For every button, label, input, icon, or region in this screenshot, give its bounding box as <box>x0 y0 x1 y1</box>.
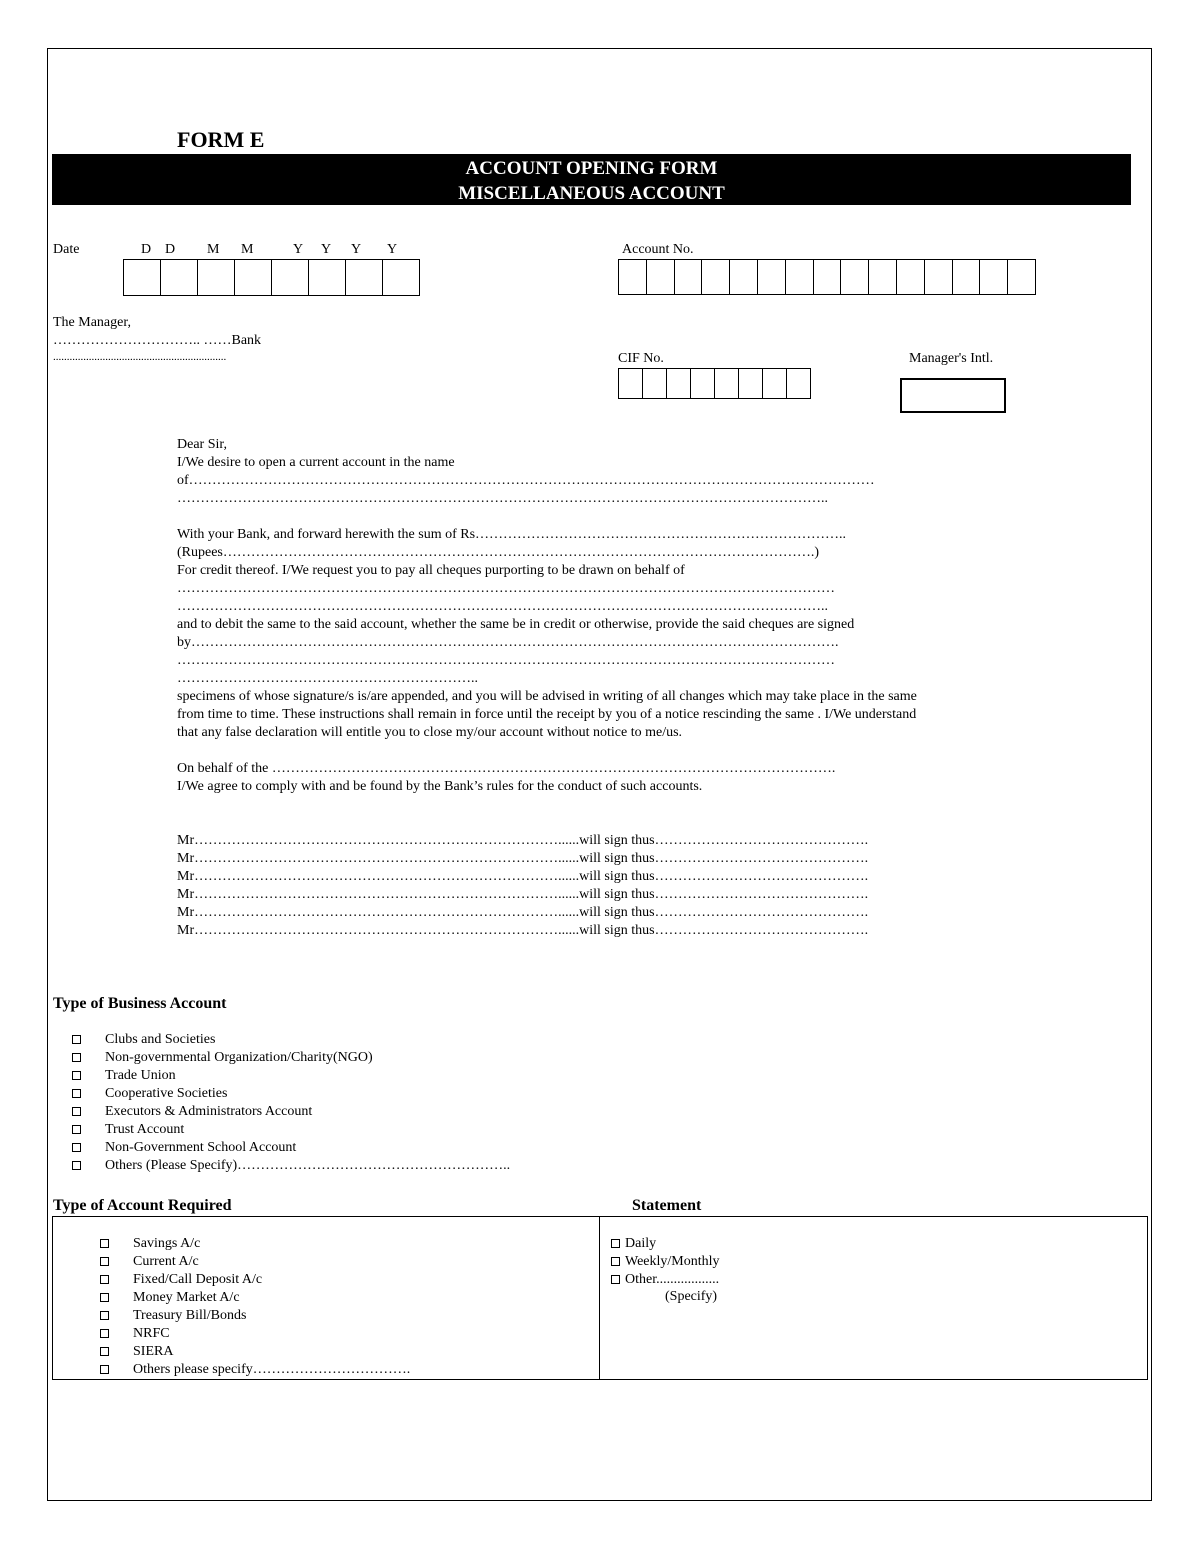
account-no-digit-box[interactable] <box>618 259 647 295</box>
account-no-digit-box[interactable] <box>952 259 981 295</box>
account-no-digit-box[interactable] <box>701 259 730 295</box>
cif-digit-box[interactable] <box>690 368 715 399</box>
business-account-option-label: Executors & Administrators Account <box>105 1104 313 1119</box>
letter-line: (Rupees……………………………………………………………………………………………………………….) <box>177 545 820 560</box>
checkbox-icon[interactable] <box>611 1239 620 1248</box>
account-required-option[interactable] <box>100 1289 410 1307</box>
business-account-option-label: Clubs and Societies <box>105 1032 216 1047</box>
date-digit-box[interactable] <box>123 259 161 296</box>
letter-line: With your Bank, and forward herewith the sum of Rs…………………………………………………………………….. <box>177 527 847 542</box>
signatory-list <box>177 832 868 940</box>
letter-line: by…………………………………………………………………………………………………………………………. <box>177 635 839 650</box>
account-no-digit-box[interactable] <box>979 259 1008 295</box>
checkbox-icon[interactable] <box>72 1161 81 1170</box>
account-no-digit-box[interactable] <box>896 259 925 295</box>
statement-option-label: Other.................. <box>625 1272 720 1287</box>
statement-specify-note: (Specify) <box>665 1289 718 1304</box>
cif-field[interactable] <box>618 368 811 399</box>
addressee-line-2: ………………………….. ……Bank <box>53 333 262 348</box>
cif-digit-box[interactable] <box>762 368 787 399</box>
checkbox-icon[interactable] <box>72 1125 81 1134</box>
cif-digit-box[interactable] <box>786 368 811 399</box>
statement-option[interactable] <box>611 1235 720 1253</box>
cif-digit-box[interactable] <box>618 368 643 399</box>
checkbox-icon[interactable] <box>100 1257 109 1266</box>
account-no-digit-box[interactable] <box>868 259 897 295</box>
letter-line: ………………………………………………………………………………………………………………………….. <box>177 599 828 614</box>
checkbox-icon[interactable] <box>100 1275 109 1284</box>
business-account-option[interactable] <box>72 1157 510 1175</box>
addressee-line-3: ............................................................... <box>53 351 227 363</box>
cif-label: CIF No. <box>618 351 664 366</box>
signatory-line: Mr……………………………………………………………………......will sign thus………………………………………. <box>177 869 869 884</box>
account-no-digit-box[interactable] <box>813 259 842 295</box>
checkbox-icon[interactable] <box>100 1311 109 1320</box>
checkbox-icon[interactable] <box>72 1035 81 1044</box>
business-account-option-label: Trust Account <box>105 1122 185 1137</box>
checkbox-icon[interactable] <box>72 1107 81 1116</box>
date-digit-box[interactable] <box>382 259 420 296</box>
checkbox-icon[interactable] <box>611 1275 620 1284</box>
business-account-option-label: Cooperative Societies <box>105 1086 228 1101</box>
date-digit-box[interactable] <box>197 259 235 296</box>
account-required-list <box>100 1235 410 1379</box>
signatory-line: Mr……………………………………………………………………......will sign thus………………………………………. <box>177 923 869 938</box>
letter-line: On behalf of the …………………………………………………………………………………………………………. <box>177 761 836 776</box>
account-no-digit-box[interactable] <box>646 259 675 295</box>
date-placeholder-letter: Y <box>351 242 362 257</box>
cif-digit-box[interactable] <box>714 368 739 399</box>
letter-line: ………………………………………………………………………………………………………………………….. <box>177 491 828 506</box>
statement-title: Statement <box>632 1197 702 1214</box>
checkbox-icon[interactable] <box>72 1071 81 1080</box>
account-no-digit-box[interactable] <box>785 259 814 295</box>
business-account-option[interactable] <box>72 1103 510 1121</box>
account-required-option[interactable] <box>100 1235 410 1253</box>
account-no-digit-box[interactable] <box>674 259 703 295</box>
date-field[interactable] <box>123 259 420 296</box>
account-required-option[interactable] <box>100 1271 410 1289</box>
account-required-option-label: Others please specify……………………………. <box>133 1362 411 1377</box>
statement-option-label: Weekly/Monthly <box>625 1254 720 1269</box>
date-placeholder-letter: Y <box>293 242 304 257</box>
account-required-title: Type of Account Required <box>53 1197 232 1214</box>
letter-line: I/We desire to open a current account in the name <box>177 455 455 470</box>
business-account-option[interactable] <box>72 1085 510 1103</box>
letter-line: of………………………………………………………………………………………………………………………………… <box>177 473 875 488</box>
checkbox-icon[interactable] <box>611 1257 620 1266</box>
checkbox-icon[interactable] <box>100 1365 109 1374</box>
letter-line: …………………………………………………………………………………………………………………………… <box>177 653 835 668</box>
business-account-list <box>72 1031 510 1175</box>
account-required-option-label: Treasury Bill/Bonds <box>133 1308 247 1323</box>
managers-intl-field[interactable] <box>900 378 1006 413</box>
account-required-option[interactable] <box>100 1307 410 1325</box>
letter-line: that any false declaration will entitle you to close my/our account without notice to me/us. <box>177 725 683 740</box>
business-account-option-label: Others (Please Specify)………………………………………………….. <box>105 1158 511 1173</box>
signatory-line: Mr……………………………………………………………………......will sign thus………………………………………. <box>177 833 869 848</box>
account-no-field[interactable] <box>618 259 1036 295</box>
date-placeholder-letter: M <box>207 242 220 257</box>
date-placeholder-letter: Y <box>387 242 398 257</box>
letter-line: …………………………………………………………………………………………………………………………… <box>177 581 835 596</box>
checkbox-icon[interactable] <box>100 1239 109 1248</box>
statement-list <box>611 1235 720 1289</box>
business-account-option[interactable] <box>72 1031 510 1049</box>
letter-line: For credit thereof. I/We request you to pay all cheques purporting to be drawn on behalf of <box>177 563 685 578</box>
account-required-option[interactable] <box>100 1343 410 1361</box>
account-no-digit-box[interactable] <box>757 259 786 295</box>
checkbox-icon[interactable] <box>72 1143 81 1152</box>
date-placeholder-letter: D <box>165 242 176 257</box>
checkbox-icon[interactable] <box>72 1053 81 1062</box>
addressee-line-1: The Manager, <box>53 315 131 330</box>
table-divider <box>599 1216 600 1380</box>
account-no-digit-box[interactable] <box>729 259 758 295</box>
account-required-option[interactable] <box>100 1361 410 1379</box>
title-line-1: ACCOUNT OPENING FORM <box>465 158 718 179</box>
date-digit-box[interactable] <box>271 259 309 296</box>
letter-line: from time to time. These instructions shall remain in force until the receipt by you of a notice rescinding the same . I/We understand <box>177 707 917 722</box>
date-placeholder-letter: M <box>241 242 254 257</box>
account-required-option-label: Savings A/c <box>133 1236 201 1251</box>
checkbox-icon[interactable] <box>100 1347 109 1356</box>
checkbox-icon[interactable] <box>100 1329 109 1338</box>
date-label: Date <box>53 242 80 257</box>
signatory-line: Mr……………………………………………………………………......will sign thus………………………………………. <box>177 851 869 866</box>
business-account-option-label: Non-governmental Organization/Charity(NGO) <box>105 1050 373 1065</box>
signatory-line: Mr……………………………………………………………………......will sign thus………………………………………. <box>177 905 869 920</box>
statement-option[interactable] <box>611 1271 720 1289</box>
letter-line: specimens of whose signature/s is/are appended, and you will be advised in writing of all changes which may take place in the same <box>177 689 917 704</box>
business-account-option[interactable] <box>72 1139 510 1157</box>
account-no-label: Account No. <box>622 242 694 257</box>
account-required-option-label: Money Market A/c <box>133 1290 240 1305</box>
business-account-option-label: Non-Government School Account <box>105 1140 297 1155</box>
date-placeholder-letter: Y <box>321 242 332 257</box>
letter-line: ……………………………………………………….. <box>177 671 478 686</box>
account-required-option-label: Current A/c <box>133 1254 199 1269</box>
account-required-option-label: Fixed/Call Deposit A/c <box>133 1272 263 1287</box>
cif-digit-box[interactable] <box>642 368 667 399</box>
letter-line: and to debit the same to the said account, whether the same be in credit or otherwise, provide the said cheques are signed <box>177 617 855 632</box>
checkbox-icon[interactable] <box>100 1293 109 1302</box>
account-required-option[interactable] <box>100 1325 410 1343</box>
account-no-digit-box[interactable] <box>924 259 953 295</box>
date-digit-box[interactable] <box>160 259 198 296</box>
account-required-option[interactable] <box>100 1253 410 1271</box>
date-placeholder-letter: D <box>141 242 152 257</box>
form-id: FORM E <box>177 127 265 152</box>
account-no-digit-box[interactable] <box>840 259 869 295</box>
cif-digit-box[interactable] <box>666 368 691 399</box>
business-account-option[interactable] <box>72 1121 510 1139</box>
business-account-option[interactable] <box>72 1067 510 1085</box>
business-account-option[interactable] <box>72 1049 510 1067</box>
title-banner <box>52 154 1131 205</box>
letter-body <box>177 436 1177 796</box>
date-digit-box[interactable] <box>345 259 383 296</box>
date-digit-box[interactable] <box>308 259 346 296</box>
signatory-line: Mr……………………………………………………………………......will sign thus………………………………………. <box>177 887 869 902</box>
statement-option[interactable] <box>611 1253 720 1271</box>
letter-line <box>177 742 1177 760</box>
account-required-option-label: NRFC <box>133 1326 170 1341</box>
account-required-option-label: SIERA <box>133 1344 174 1359</box>
statement-option-label: Daily <box>625 1236 657 1251</box>
business-account-option-label: Trade Union <box>105 1068 176 1083</box>
letter-line: I/We agree to comply with and be found by the Bank’s rules for the conduct of such accounts. <box>177 779 703 794</box>
account-no-digit-box[interactable] <box>1007 259 1036 295</box>
letter-line <box>177 508 1177 526</box>
checkbox-icon[interactable] <box>72 1089 81 1098</box>
managers-intl-label: Manager's Intl. <box>909 351 994 366</box>
cif-digit-box[interactable] <box>738 368 763 399</box>
date-digit-box[interactable] <box>234 259 272 296</box>
title-line-2: MISCELLANEOUS ACCOUNT <box>458 183 725 204</box>
letter-line: Dear Sir, <box>177 437 227 452</box>
business-account-title: Type of Business Account <box>53 995 227 1012</box>
